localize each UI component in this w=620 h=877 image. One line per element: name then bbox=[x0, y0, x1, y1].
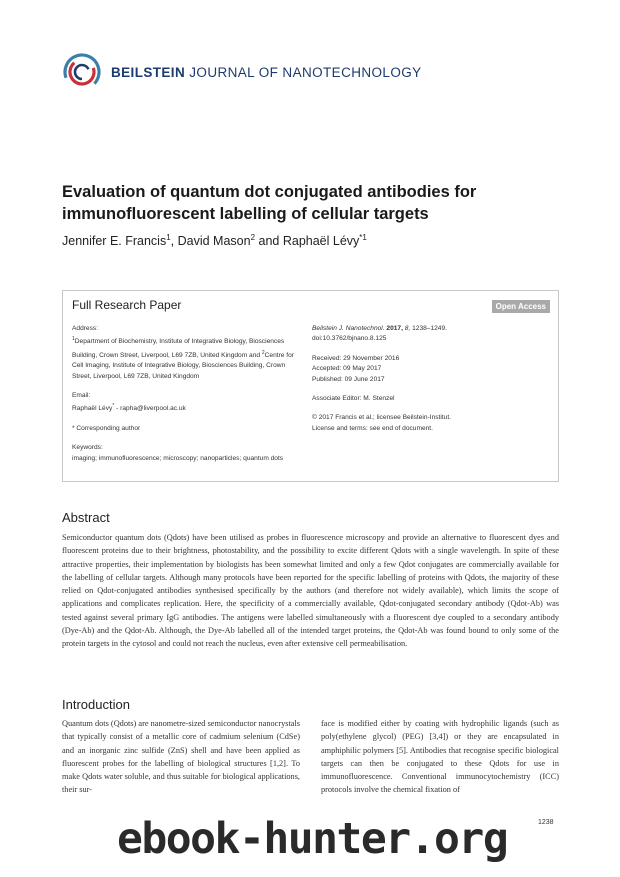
citation-pages: 1238–1249. bbox=[412, 325, 447, 332]
info-left-column bbox=[72, 324, 302, 473]
keywords-block bbox=[72, 443, 302, 464]
citation-volume: 8, bbox=[404, 325, 411, 332]
author-separator: , bbox=[170, 234, 178, 248]
open-access-badge: Open Access bbox=[492, 300, 550, 313]
article-type: Full Research Paper bbox=[72, 298, 182, 312]
corresponding-marker: * bbox=[112, 403, 115, 410]
journal-brand: BEILSTEIN bbox=[111, 64, 186, 80]
abstract-heading: Abstract bbox=[62, 510, 110, 525]
published-date: Published: 09 June 2017 bbox=[312, 375, 385, 383]
affiliation-marker: 2 bbox=[261, 349, 265, 356]
page-number: 1238 bbox=[538, 819, 554, 826]
article-info-box bbox=[62, 290, 559, 482]
info-right-column bbox=[312, 324, 552, 443]
author-affiliation: *1 bbox=[359, 233, 367, 242]
editor-note: Associate Editor: M. Stenzel bbox=[312, 395, 395, 403]
email-label: Email: bbox=[72, 392, 91, 400]
accepted-date: Accepted: 09 May 2017 bbox=[312, 365, 382, 373]
introduction-right-column: face is modified either by coating with hydrophilic ligands (such as poly(ethylene glycol) (PEG) [3,4]) or they are encapsulated in amphiphilic polymers [5]. Antibodies that recognise specific biological targets can then be conjugated to these Qdots for use in immunofluorescence. Conventional immunocytochemistry (ICC) protocols involve the chemical fixation of bbox=[321, 719, 559, 795]
license-line: License and terms: see end of document. bbox=[312, 424, 433, 432]
abstract-text: Semiconductor quantum dots (Qdots) have been utilised as probes in fluorescence microscopy and provide an alternative to fluorescent dyes and fluorescent proteins due to their brightness, photostability, and the possibility to excite different Qdots with a single wavelength. In spite of these attractive properties, their implementation by biologists has been somewhat limited and only a few Qdot conjugates are commercially available for the labelling of cellular targets. Although many protocols have been reported for the specific labelling of proteins with Qdots, the majority of these relied on Qdot-conjugated antibodies synthesised specifically by the authors (and therefore not widely available), which limits the scope of applications and complicates replication. Here, the specificity of a commercially available, Qdot-conjugated secondary antibody (Qdot-Ab) was tested against several primary IgG antibodies. The antigens were labelled simultaneously with a fluorescent dye coupled to a secondary antibody (Dye-Ab) and the Qdot-Ab. Although, the Dye-Ab labelled all of the intended target proteins, the Qdot-Ab was found bound to only some of the protein targets in the cytosol and could not reach the nucleus, even after extensive cell permeabilisation. bbox=[62, 533, 559, 649]
affiliation-1: Department of Biochemistry, Institute of Integrative Biology, Biosciences Building, Crown Street, Liverpool, L69 7ZB, United Kingdom and bbox=[72, 338, 285, 359]
license-block bbox=[312, 413, 552, 434]
citation-block bbox=[312, 324, 552, 345]
copyright-line: © 2017 Francis et al.; licensee Beilstein-Institut. bbox=[312, 414, 451, 422]
email-author: Raphaël Lévy bbox=[72, 405, 113, 413]
address-label: Address: bbox=[72, 325, 99, 332]
journal-name bbox=[111, 65, 422, 80]
author-affiliation: 1 bbox=[166, 233, 171, 242]
beilstein-swirl-icon bbox=[62, 52, 102, 92]
citation-year: 2017, bbox=[386, 325, 403, 332]
author-list bbox=[62, 233, 367, 248]
keywords-label: Keywords: bbox=[72, 444, 103, 452]
author-name: Raphaël Lévy bbox=[282, 234, 360, 248]
author-name: Jennifer E. Francis bbox=[62, 234, 167, 248]
introduction-heading: Introduction bbox=[62, 697, 130, 712]
corresponding-note: * Corresponding author bbox=[72, 424, 141, 432]
article-title: Evaluation of quantum dot conjugated antibodies for immunofluorescent labelling of cellular targets bbox=[62, 183, 477, 223]
watermark: ebook-hunter.org bbox=[117, 814, 508, 864]
affiliation-marker: 1 bbox=[72, 336, 75, 343]
author-name: David Mason bbox=[177, 234, 251, 248]
journal-logo bbox=[62, 52, 422, 92]
received-date: Received: 29 November 2016 bbox=[312, 354, 400, 362]
email-address[interactable]: - rapha@liverpool.ac.uk bbox=[114, 405, 186, 413]
introduction-left-column: Quantum dots (Qdots) are nanometre-sized semiconductor nanocrystals that typically consist of a metallic core of cadmium selenium (CdSe) and an inorganic zinc sulfide (ZnS) shell and have been applied as fluorescent probes for the labelling of biological structures [1,2]. To make Qdots water soluble, and thus suitable for biological applications, their sur- bbox=[62, 719, 300, 795]
address-block bbox=[72, 324, 302, 382]
doi-link[interactable]: doi:10.3762/bjnano.8.125 bbox=[312, 335, 387, 343]
journal-title: JOURNAL OF NANOTECHNOLOGY bbox=[189, 64, 422, 80]
dates-block bbox=[312, 354, 552, 385]
affiliation-2: Centre for Cell Imaging, Institute of Integrative Biology, Biosciences Building, Crown Street, Liverpool, L69 7ZB, United Kingdom bbox=[72, 351, 294, 380]
email-block bbox=[72, 391, 302, 415]
author-separator: and bbox=[255, 234, 283, 248]
author-affiliation: 2 bbox=[250, 233, 256, 242]
citation-journal: Beilstein J. Nanotechnol. bbox=[312, 325, 385, 332]
keywords-list: imaging; immunofluorescence; microscopy; nanoparticles; quantum dots bbox=[72, 454, 284, 462]
